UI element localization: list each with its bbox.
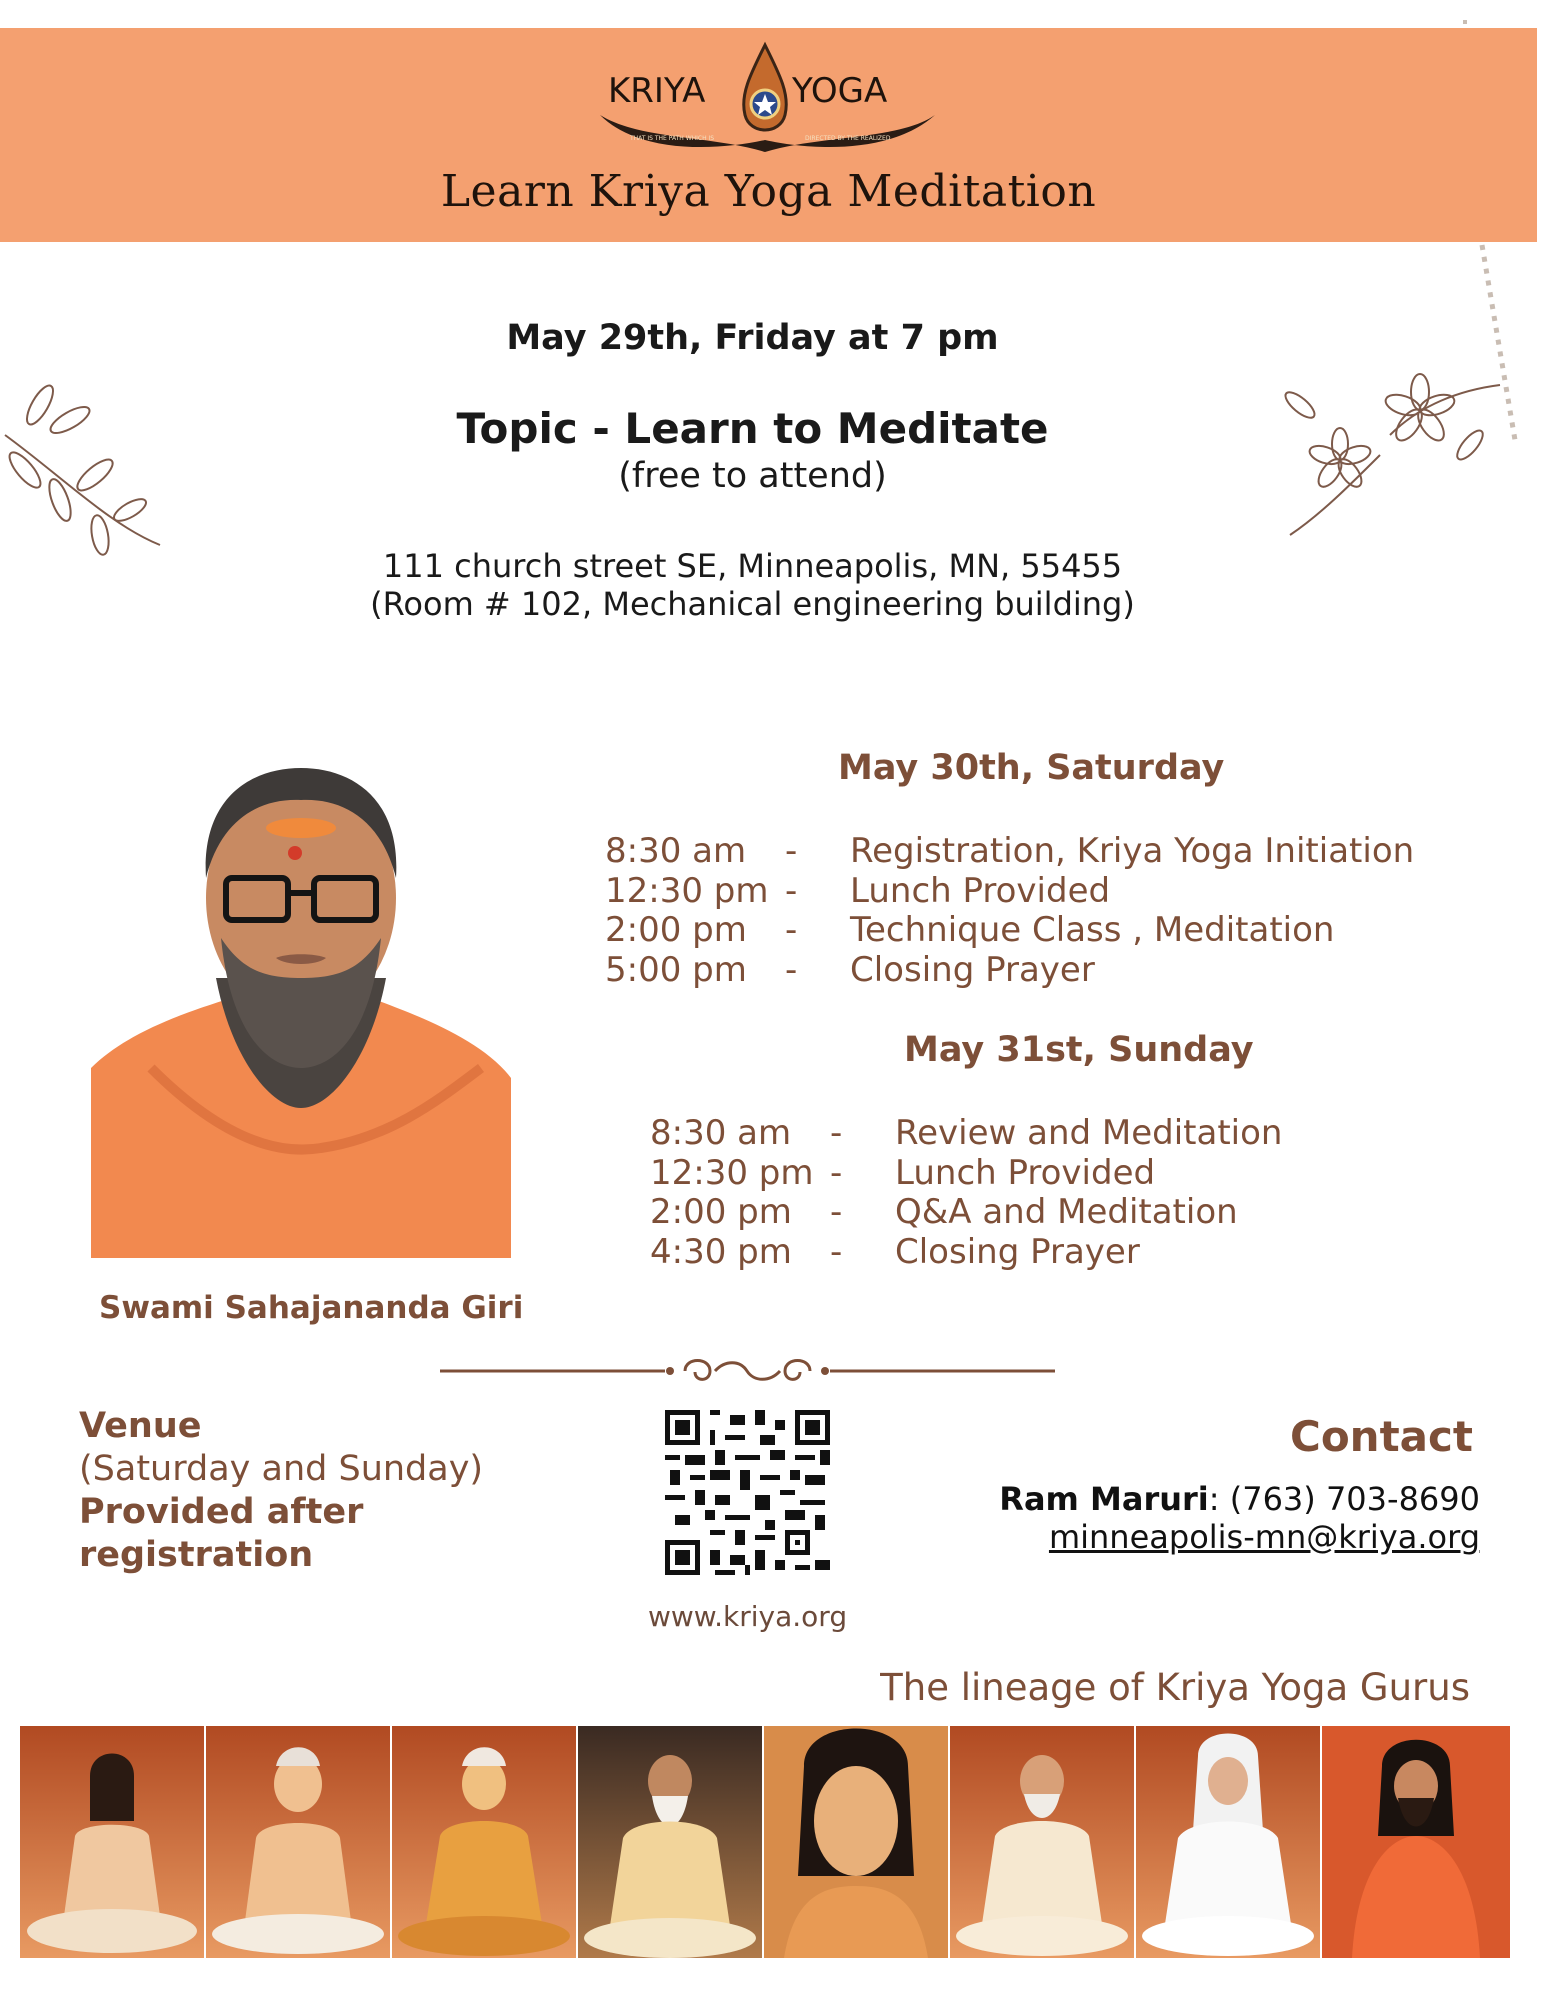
schedule-time: 12:30 pm — [605, 870, 769, 911]
schedule-dash: - — [830, 1231, 843, 1272]
schedule-time: 5:00 pm — [605, 949, 747, 990]
sunday-title: May 31st, Sunday — [904, 1030, 1254, 1070]
schedule-activity: Registration, Kriya Yoga Initiation — [850, 831, 1415, 871]
intro-date: May 29th, Friday at 7 pm — [506, 318, 999, 358]
schedule-activity: Lunch Provided — [895, 1152, 1156, 1193]
schedule-row — [605, 872, 1465, 912]
schedule-activity: Lunch Provided — [850, 870, 1111, 911]
address-line-2: (Room # 102, Mechanical engineering building) — [370, 585, 1135, 623]
guru-portrait-3 — [392, 1726, 576, 1958]
saturday-title: May 30th, Saturday — [838, 748, 1225, 788]
svg-text:KRIYA: KRIYA — [608, 71, 706, 111]
guru-portrait-4 — [578, 1726, 762, 1958]
venue-note-line-2: registration — [79, 1535, 314, 1575]
intro-topic: Topic - Learn to Meditate — [456, 404, 1049, 453]
svg-text:YOGA: YOGA — [792, 71, 888, 111]
venue-info — [79, 1405, 483, 1577]
flower-decoration — [1270, 365, 1510, 545]
schedule-activity: Closing Prayer — [850, 949, 1095, 990]
website-link[interactable]: www.kriya.org — [648, 1600, 848, 1633]
venue-days: (Saturday and Sunday) — [79, 1449, 484, 1489]
kriya-yoga-logo — [600, 40, 940, 160]
swami-name: Swami Sahajananda Giri — [99, 1290, 524, 1326]
qr-code[interactable] — [665, 1410, 830, 1575]
schedule-row — [605, 832, 1465, 872]
svg-text:DIRECTED BY THE REALIZED: DIRECTED BY THE REALIZED — [805, 135, 891, 142]
schedule-time: 8:30 am — [650, 1113, 792, 1153]
schedule-dash: - — [785, 831, 798, 871]
guru-portrait-5 — [764, 1726, 948, 1958]
contact-email[interactable]: minneapolis-mn@kriya.org — [1048, 1518, 1480, 1556]
schedule-dash: - — [830, 1152, 843, 1193]
schedule-time: 2:00 pm — [650, 1192, 792, 1232]
guru-portrait-2 — [206, 1726, 390, 1958]
schedule-row — [605, 951, 1465, 991]
schedule-row — [650, 1233, 1470, 1273]
sunday-schedule — [650, 1114, 1470, 1272]
contact-line — [999, 1480, 1480, 1518]
svg-text:THAT IS THE PATH WHICH IS: THAT IS THE PATH WHICH IS — [630, 135, 715, 142]
schedule-activity: Technique Class , Meditation — [850, 910, 1335, 950]
schedule-row — [605, 911, 1465, 951]
schedule-time: 4:30 pm — [650, 1231, 792, 1272]
contact-person: Ram Maruri — [999, 1480, 1209, 1518]
schedule-row — [650, 1114, 1470, 1154]
schedule-dash: - — [785, 910, 798, 950]
schedule-dash: - — [785, 949, 798, 990]
schedule-dash: - — [785, 870, 798, 911]
ornamental-divider — [440, 1352, 1055, 1390]
guru-portrait-7 — [1136, 1726, 1320, 1958]
schedule-dash: - — [830, 1113, 843, 1153]
swami-portrait — [91, 738, 511, 1258]
schedule-time: 8:30 am — [605, 831, 747, 871]
schedule-time: 2:00 pm — [605, 910, 747, 950]
guru-portrait-8 — [1322, 1726, 1510, 1958]
schedule-activity: Q&A and Meditation — [895, 1192, 1238, 1232]
address-line-1: 111 church street SE, Minneapolis, MN, 55455 — [382, 547, 1123, 585]
guru-portrait-6 — [950, 1726, 1134, 1958]
schedule-dash: - — [830, 1192, 843, 1232]
saturday-schedule — [605, 832, 1465, 990]
contact-phone[interactable]: : (763) 703-8690 — [1208, 1480, 1480, 1518]
schedule-activity: Review and Meditation — [895, 1113, 1283, 1153]
page-title: Learn Kriya Yoga Meditation — [440, 166, 1097, 217]
schedule-row — [650, 1193, 1470, 1233]
lineage-caption: The lineage of Kriya Yoga Gurus — [880, 1666, 1470, 1709]
guru-portrait-1 — [20, 1726, 204, 1958]
contact-title: Contact — [1290, 1412, 1473, 1461]
schedule-activity: Closing Prayer — [895, 1231, 1140, 1272]
venue-note-line-1: Provided after — [79, 1492, 364, 1532]
venue-label: Venue — [79, 1406, 202, 1446]
schedule-time: 12:30 pm — [650, 1152, 814, 1193]
intro-note: (free to attend) — [618, 456, 887, 496]
schedule-row — [650, 1154, 1470, 1194]
gurus-lineage-strip — [20, 1726, 1510, 1958]
